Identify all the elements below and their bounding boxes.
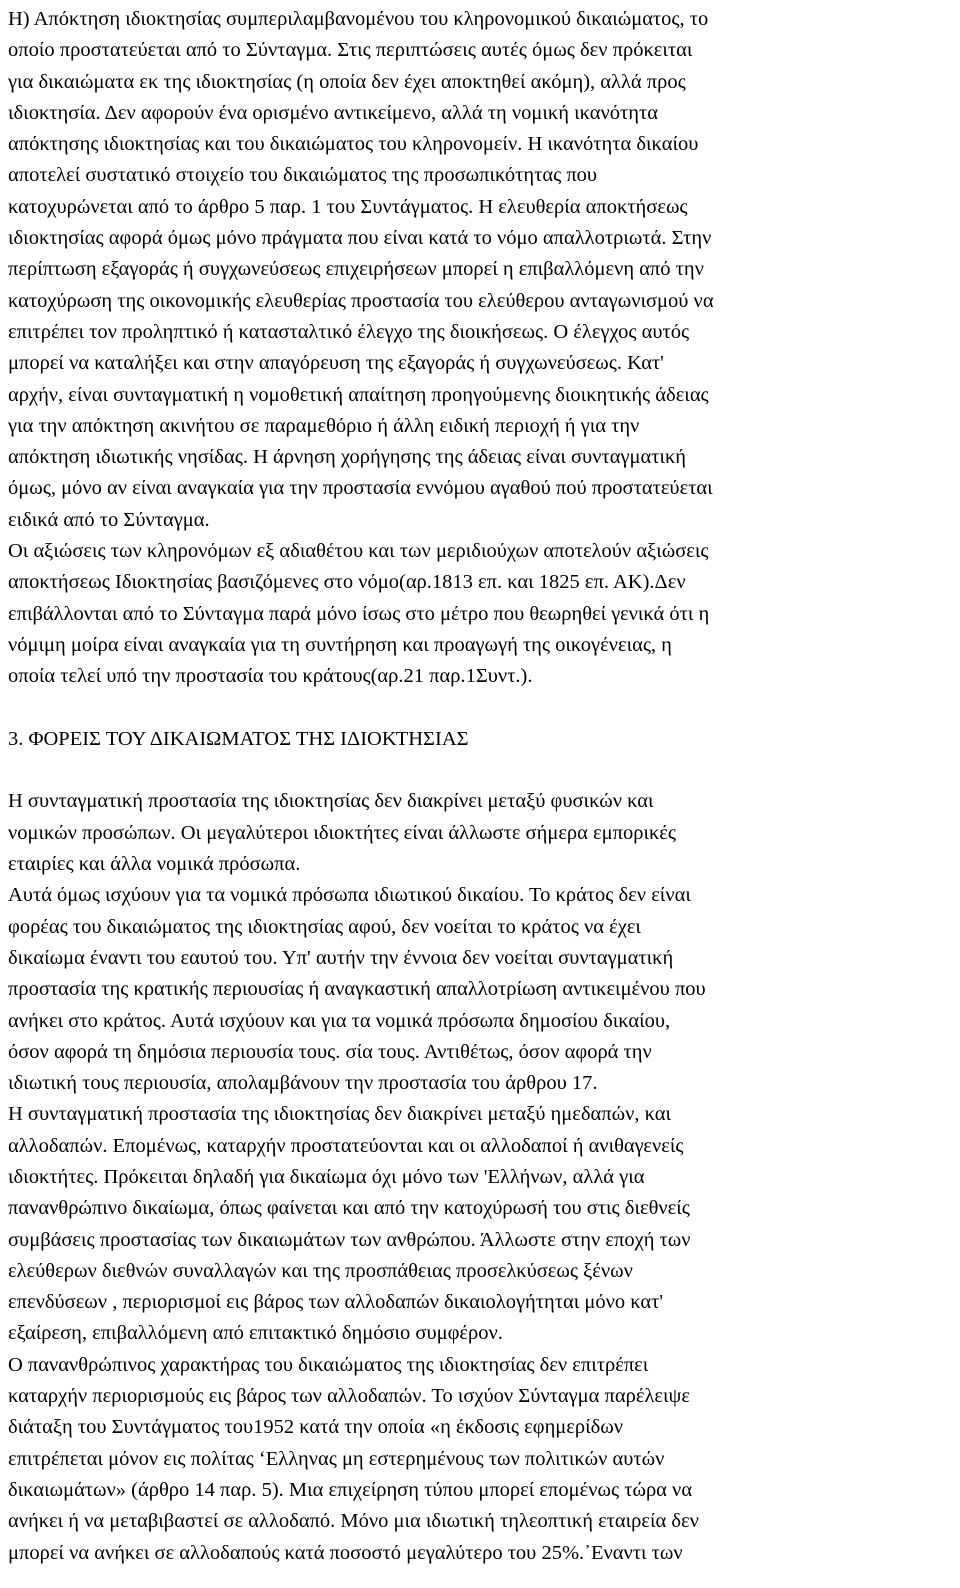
text-line: για την απόκτηση ακινήτου σε παραμεθόριο ή άλλη ειδική περιοχή ή για την (8, 414, 640, 437)
text-line: Ο πανανθρώπινος χαρακτήρας του δικαιώματος της ιδιοκτησίας δεν επιτρέπει (8, 1353, 649, 1376)
text-line: Η συνταγματική προστασία της ιδιοκτησίας δεν διακρίνει μεταξύ φυσικών και (8, 790, 654, 813)
text-line: αποτελεί συστατικό στοιχείο του δικαιώματος της προσωπικότητας που (8, 164, 598, 187)
blank-line (8, 755, 956, 786)
text-line: επιτρέπεται μόνον εις πολίτας ‘Ελληνας μη εστερημένους των πολιτικών αυτών (8, 1447, 665, 1470)
paragraph-natural-legal-persons (8, 786, 956, 880)
text-line: ιδιωτική τους περιουσία, απολαμβάνουν την προστασία του άρθρου 17. (8, 1072, 598, 1095)
text-line: αρχήν, είναι συνταγματική η νομοθετική απαίτηση προηγούμενης διοικητικής άδειας (8, 383, 709, 406)
text-line: δικαιωμάτων» (άρθρο 14 παρ. 5). Μια επιχείρηση τύπου μπορεί επομένως τώρα να (8, 1478, 693, 1501)
text-line: κατοχύρωση της οικονομικής ελευθερίας προστασία του ελεύθερου ανταγωνισμού να (8, 289, 714, 312)
text-line: ιδιοκτησία. Δεν αφορούν ένα ορισμένο αντικείμενο, αλλά τη νομική ικανότητα (8, 101, 658, 124)
text-line: όμως, μόνο αν είναι αναγκαία για την προστασία εννόμου αγαθού πού προστατεύεται (8, 477, 713, 500)
section-heading: 3. ΦΟΡΕΙΣ ΤΟΥ ΔΙΚΑΙΩΜΑΤΟΣ ΤΗΣ ΙΔΙΟΚΤΗΣΙΑΣ (8, 727, 469, 750)
paragraph-acquisition (8, 4, 956, 536)
text-line: Η συνταγματική προστασία της ιδιοκτησίας δεν διακρίνει μεταξύ ημεδαπών, και (8, 1103, 672, 1126)
text-line: Η) Απόκτηση ιδιοκτησίας συμπεριλαμβανομένου του κληρονομικού δικαιώματος, το (8, 8, 709, 30)
text-line: δικαίωμα έναντι του εαυτού του. Υπ' αυτήν την έννοια δεν νοείται συνταγματική (8, 946, 674, 969)
text-line: πανανθρώπινο δικαίωμα, όπως φαίνεται και από την κατοχύρωσή του στις διεθνείς (8, 1197, 690, 1220)
text-line: ελεύθερων διεθνών συναλλαγών και της προσπάθειας προσελκύσεως ξένων (8, 1259, 633, 1282)
text-line: ιδιοκτησίας αφορά όμως μόνο πράγματα που είναι κατά το νόμο απαλλοτριωτά. Στην (8, 227, 712, 250)
top-text-block (8, 4, 956, 693)
text-line: περίπτωση εξαγοράς ή συγχωνεύσεως επιχειρήσεων μπορεί η επιβαλλόμενη από την (8, 258, 704, 281)
text-line: συμβάσεις προστασίας των δικαιωμάτων των ανθρώπου. Άλλωστε στην εποχή των (8, 1228, 691, 1251)
document-page (8, 4, 956, 1569)
text-line: εταιρίες και άλλα νομικά πρόσωπα. (8, 853, 301, 876)
text-line: επιβάλλονται από το Σύνταγμα παρά μόνο ίσως στο μέτρο που θεωρηθεί γενικά ότι η (8, 602, 710, 625)
text-line: φορέας του δικαιώματος της ιδιοκτησίας αφού, δεν νοείται το κράτος να έχει (8, 915, 641, 938)
text-line: για δικαιώματα εκ της ιδιοκτησίας (η οποία δεν έχει αποκτηθεί ακόμη), αλλά προς (8, 70, 686, 93)
text-line: οποίο προστατεύεται από το Σύνταγμα. Στις περιπτώσεις αυτές όμως δεν πρόκειται (8, 39, 693, 62)
text-line: επιτρέπει τον προληπτικό ή κατασταλτικό έλεγχο της διοικήσεως. Ο έλεγχος αυτός (8, 320, 690, 343)
text-line: αλλοδαπών. Επομένως, καταρχήν προστατεύονται και οι αλλοδαποί ή ανιθαγενείς (8, 1134, 684, 1157)
text-line: κατοχυρώνεται από το άρθρο 5 παρ. 1 του Συντάγματος. Η ελευθερία αποκτήσεως (8, 195, 688, 218)
text-line: ανήκει ή να μεταβιβαστεί σε αλλοδαπό. Μόνο μια ιδιωτική τηλεοπτική εταιρεία δεν (8, 1510, 699, 1533)
paragraph-inheritance-claims (8, 536, 956, 692)
text-line: εξαίρεση, επιβαλλόμενη από επιτακτικό δημόσιο συμφέρον. (8, 1322, 503, 1345)
text-line: αποκτήσεως Ιδιοκτησίας βασιζόμενες στο νόμο(αρ.1813 επ. και 1825 επ. ΑΚ).Δεν (8, 571, 686, 594)
text-line: απόκτησης ιδιοκτησίας και του δικαιώματος του κληρονομείν. Η ικανότητα δικαίου (8, 133, 699, 156)
text-line: Αυτά όμως ισχύουν για τα νομικά πρόσωπα ιδιωτικού δικαίου. Το κράτος δεν είναι (8, 884, 691, 907)
text-line: νόμιμη μοίρα είναι αναγκαία για τη συντήρηση και προαγωγή της οικογένειας, η (8, 633, 672, 656)
text-line: οποία τελεί υπό την προστασία του κράτους(αρ.21 παρ.1Συντ.). (8, 665, 533, 688)
text-line: όσον αφορά τη δημόσια περιουσία τους. σία τους. Αντιθέτως, όσον αφορά την (8, 1040, 652, 1063)
text-line: ανήκει στο κράτος. Αυτά ισχύουν και για τα νομικά πρόσωπα δημοσίου δικαίου, (8, 1009, 671, 1032)
text-line: προστασία της κρατικής περιουσίας ή αναγκαστική απαλλοτρίωση αντικειμένου που (8, 978, 706, 1001)
text-line: νομικών προσώπων. Οι μεγαλύτεροι ιδιοκτήτες είναι άλλωστε σήμερα εμπορικές (8, 821, 677, 844)
text-line: καταρχήν περιορισμούς εις βάρος των αλλοδαπών. Το ισχύον Σύνταγμα παρέλειψε (8, 1385, 690, 1408)
text-line: μπορεί να ανήκει σε αλλοδαπούς κατά ποσοστό μεγαλύτερο του 25%.᾽Εναντι των (8, 1541, 683, 1564)
paragraph-private-law-persons (8, 880, 956, 1099)
text-line: επενδύσεων , περιορισμοί εις βάρος των αλλοδαπών δικαιολογήτηται μόνο κατ' (8, 1291, 664, 1314)
text-line: ειδικά από το Σύνταγμα. (8, 508, 210, 531)
text-line: διάταξη του Συντάγματος του1952 κατά την οποία «η έκδοσις εφημερίδων (8, 1416, 624, 1439)
paragraph-universal-character (8, 1350, 956, 1569)
text-line: ιδιοκτήτες. Πρόκειται δηλαδή για δικαίωμα όχι μόνο των 'Ελλήνων, αλλά για (8, 1165, 645, 1188)
text-line: απόκτηση ιδιωτικής νησίδας. Η άρνηση χορήγησης της άδειας είναι συνταγματική (8, 446, 687, 469)
text-line: μπορεί να καταλήξει και στην απαγόρευση της εξαγοράς ή συγχωνεύσεως. Κατ' (8, 352, 664, 375)
bottom-text-block (8, 786, 956, 1568)
blank-line (8, 693, 956, 724)
text-line: Οι αξιώσεις των κληρονόμων εξ αδιαθέτου και των μεριδιούχων αποτελούν αξιώσεις (8, 540, 709, 563)
paragraph-nationals-foreigners (8, 1099, 956, 1349)
